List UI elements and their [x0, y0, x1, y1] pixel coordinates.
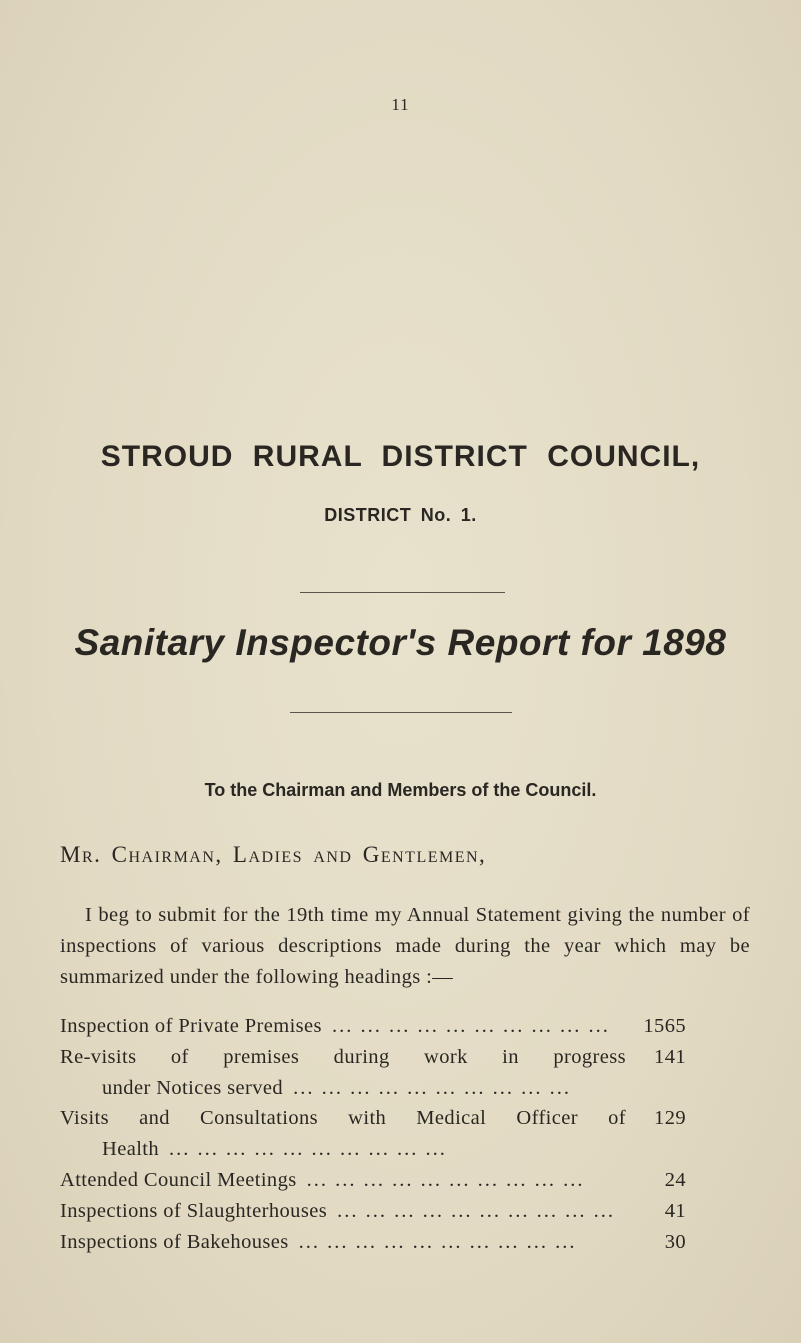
inspection-label: Inspection of Private Premises ... ... ... ... ... ... ... ... ... ... — [60, 1011, 630, 1042]
inspection-row — [60, 1165, 686, 1196]
inspection-row — [60, 1011, 686, 1042]
leader-dots: ... ... ... ... ... ... ... ... ... ... — [306, 1168, 585, 1191]
inspection-row — [60, 1103, 686, 1165]
inspection-label: Attended Council Meetings ... ... ... ... ... ... ... ... ... ... — [60, 1165, 630, 1196]
inspection-count: 41 — [664, 1199, 686, 1222]
inspection-row — [60, 1227, 686, 1258]
leader-dots: ... ... ... ... ... ... ... ... ... ... — [337, 1199, 615, 1222]
district-number: DISTRICT No. 1. — [324, 505, 477, 525]
inspection-row — [60, 1042, 686, 1104]
address-line: To the Chairman and Members of the Council. — [204, 780, 597, 800]
inspection-count: 129 — [654, 1107, 686, 1130]
report-title: Sanitary Inspector's Report for 1898 — [74, 622, 727, 663]
inspection-list — [60, 1011, 686, 1257]
inspection-label: Re-visits of premises during work in progress under Notices served ... ... ... ... ... ... ... ... ... ... — [60, 1042, 630, 1104]
council-title: STROUD RURAL DISTRICT COUNCIL, — [100, 440, 701, 473]
inspection-label: Inspections of Slaughterhouses ... ... ... ... ... ... ... ... ... ... — [60, 1196, 630, 1227]
inspection-label: Visits and Consultations with Medical Officer of Health ... ... ... ... ... ... ... ... ... ... — [60, 1103, 630, 1165]
inspection-row — [60, 1196, 686, 1227]
inspection-label: Inspections of Bakehouses ... ... ... ... ... ... ... ... ... ... — [60, 1227, 630, 1258]
page-number: 11 — [391, 95, 410, 114]
inspection-count: 1565 — [643, 1015, 686, 1037]
leader-dots: ... ... ... ... ... ... ... ... ... ... — [169, 1138, 447, 1161]
intro-paragraph: I beg to submit for the 19th time my Annual Statement giving the number of inspections of various descriptions made during the year which may be summarized under the following headings :— — [60, 904, 750, 988]
salutation: Mr. Chairman, Ladies and Gentlemen, — [60, 842, 487, 867]
leader-dots: ... ... ... ... ... ... ... ... ... ... — [293, 1076, 571, 1099]
leader-dots: ... ... ... ... ... ... ... ... ... ... — [298, 1230, 577, 1253]
inspection-count: 141 — [654, 1045, 686, 1068]
leader-dots: ... ... ... ... ... ... ... ... ... ... — [331, 1015, 610, 1037]
divider-rule — [300, 592, 505, 593]
inspection-count: 30 — [664, 1230, 686, 1253]
inspection-count: 24 — [664, 1168, 686, 1191]
divider-rule — [290, 712, 512, 713]
